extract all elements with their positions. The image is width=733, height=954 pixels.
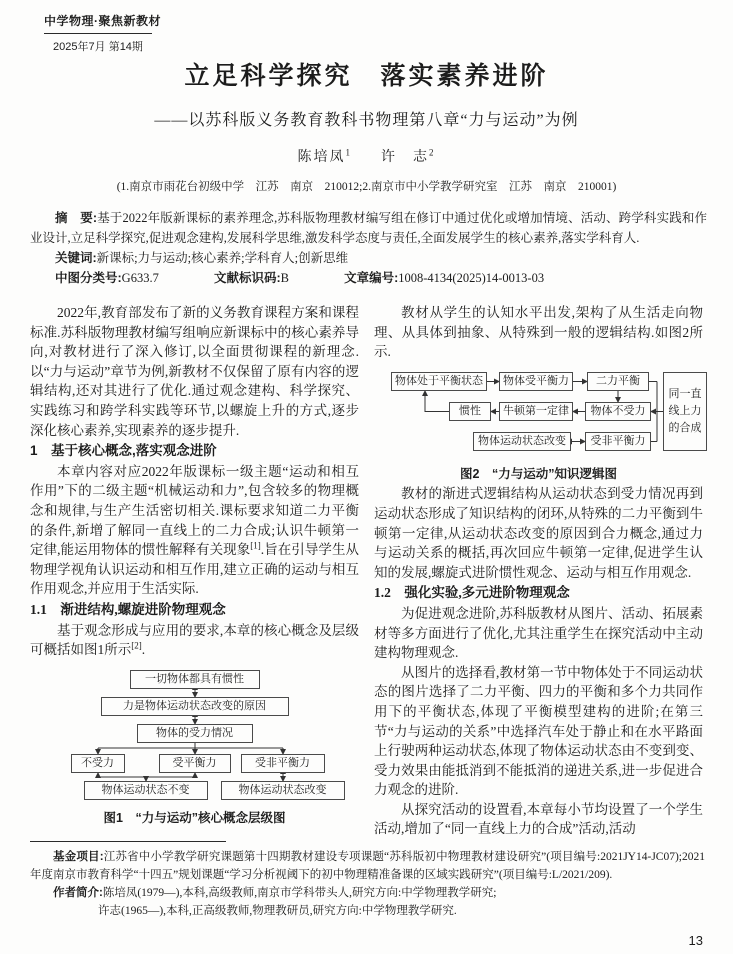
journal-issue: 2025年7月 第14期 [53,41,143,53]
abstract-label: 摘 要: [55,211,98,225]
figure-1-caption: 图1 “力与运动”核心概念层级图 [103,810,286,825]
journal-header [44,12,161,54]
flow-box: 力是物体运动状态改变的原因 [101,697,289,716]
author-1: 陈培凤$^1$ [297,147,352,165]
keywords-label: 关键词: [55,251,97,265]
right-column [374,303,703,839]
flow-box: 物体受平衡力 [499,372,573,391]
article-subtitle: ——以苏科版义务教育教科书物理第八章“力与运动”为例 [154,112,579,129]
paragraph: 本章内容对应2022年版课标一级主题“运动和相互作用”下的二级主题“机械运动和力”,包含较多的物理概念和规律,与生产生活密切相关.课标要求知道二力平衡的条件,新增了解同一直线上的二力合成;认识牛顿第一定律,能运用物体的惯性解释有关现象[1].旨在引导学生从物理学视角认识运动和相互作用,建立正确的运动与相互作用观念,并应用于生活实际. [30,463,360,597]
paragraph: 从探究活动的设置看,本章每小节均设置了一个学生活动,增加了“同一直线上力的合成”活动,活动 [374,801,703,837]
flow-box: 物体运动状态不变 [84,781,208,800]
flow-box: 物体处于平衡状态 [391,372,487,391]
journal-name: 中学物理·聚焦新教材 [44,12,152,34]
paragraph: 从图片的选择看,教材第一节中物体处于不同运动状态的图片选择了二力平衡、四力的平衡和多个力共同作用下的平衡状态,体现了平衡模型建构的进阶;在第三节“力与运动的关系”中选择汽车处于静止和在水平路面上行驶两种运动状态,体现了物体运动状态由不变到变、受力效果由能抵消到不能抵消的递进关系,进一步促进合力观念的进阶. [374,664,703,798]
meta-block [30,208,707,288]
flow-box: 一切物体都具有惯性 [130,670,260,689]
flow-box: 物体不受力 [585,402,651,421]
figure-2-caption: 图2 “力与运动”知识逻辑图 [460,466,617,481]
paragraph: 教材的渐进式逻辑结构从运动状态到受力情况再到运动状态形成了知识结构的闭环,从特殊的二力平衡到牛顿第一定律,从运动状态改变的原因到合力概念,通过力与运动关系的概括,再次回应牛顿第一定律,促进学生认知的发展,螺旋式进阶惯性观念、运动与相互作用观念. [374,486,703,580]
flow-box: 牛顿第一定律 [499,402,573,421]
author-2: 许 志$^2$ [381,147,436,165]
figure-2-diagram [369,370,707,458]
flow-box: 不受力 [71,754,125,773]
document-code: 文献标识码:B [213,271,289,285]
author-2-affiliation-mark: 2 [429,147,436,158]
body-columns [30,303,703,839]
section-heading-1-1: 1.1 渐进结构,螺旋进阶物理观念 [30,601,226,617]
flow-box: 物体运动状态改变 [473,432,571,451]
author-bio-1: 作者简介:陈培凤(1979—),本科,高级教师,南京市学科带头人,研究方向:中学物理教学研究; [53,887,497,900]
section-heading-1-2: 1.2 强化实验,多元进阶物理观念 [374,585,570,601]
section-heading-1: 1 基于核心概念,落实观念进阶 [30,443,217,459]
flow-box: 同一直线上力的合成 [663,372,707,451]
abstract: 摘 要:基于2022年版新课标的素养理念,苏科版物理教材编写组在修订中通过优化或增加情境、活动、跨学科实践和作业设计,立足科学探究,促进观念建构,发展科学思维,激发科学态度与责任,全面发展学生的核心素养,落实学科育人. [30,211,707,245]
left-column [30,303,359,839]
flow-box: 惯性 [449,402,491,421]
article-title: 立足科学探究 落实素养进阶 [184,62,549,90]
flow-box: 受平衡力 [159,754,231,773]
paragraph: 教材从学生的认知水平出发,架构了从生活走向物理、从具体到抽象、从特殊到一般的逻辑结构.如图2所示. [374,305,703,360]
reference-mark-1: [1] [250,540,261,551]
author-bio-2: 许志(1965—),本科,正高级教师,物理教研员,研究方向:中学物理教学研究. [98,905,457,918]
paragraph: 为促进观念进阶,苏科版教材从图片、活动、拓展素材等多方面进行了优化,尤其注重学生在探究活动中主动建构物理观念. [374,605,703,661]
fund-note: 基金项目:江苏省中小学教学研究课题第十四期教材建设专项课题“苏科版初中物理教材建设研究”(项目编号:2021JY14-JC07);2021年度南京市教育科学“十四五”规划课题“学习分析视阈下的初中物理精准备课的区域实践研究”(项目编号:L/2021/209). [30,851,705,882]
footnote-divider [30,841,226,842]
page-footer [30,841,705,921]
figure-1-diagram [41,668,349,802]
flow-box: 二力平衡 [587,372,649,391]
fund-label: 基金项目: [53,851,104,863]
reference-mark-2: [2] [131,640,142,651]
clc-number: 中图分类号:G633.7 [55,271,159,285]
author-1-affiliation-mark: 1 [345,147,352,158]
bio-label: 作者简介: [53,887,103,900]
flow-box: 物体运动状态改变 [221,781,345,800]
figure-2 [374,370,703,485]
author-line [0,146,733,166]
keywords: 关键词:新课标;力与运动;核心素养;学科育人;创新思维 [55,251,349,265]
flow-box: 物体的受力情况 [137,724,253,743]
classification-line [30,268,707,288]
article-id: 文章编号:1008-4134(2025)14-0013-03 [344,271,545,285]
page-number: 13 [688,933,703,948]
affiliation-line: (1.南京市雨花台初级中学 江苏 南京 210012;2.南京市中小学教学研究室 江苏 南京 210001) [116,181,617,193]
figure-1 [30,668,359,829]
flow-box: 受非平衡力 [585,432,651,451]
flow-box: 受非平衡力 [241,754,325,773]
paragraph: 2022年,教育部发布了新的义务教育课程方案和课程标准.苏科版物理教材编写组响应新课标中的核心素养导向,对教材进行了深入修订,以全面贯彻课程的新理念.以“力与运动”章节为例,新教材不仅保留了原有内容的逻辑结构,还对其进行了优化.通过观念建构、科学探究、实践练习和跨学科实践等环节,以螺旋上升的方式,逐步深化核心素养,实现素养的逐步提升. [30,305,359,438]
paragraph: 基于观念形成与应用的要求,本章的核心概念及层级可概括如图1所示[2]. [30,622,359,658]
